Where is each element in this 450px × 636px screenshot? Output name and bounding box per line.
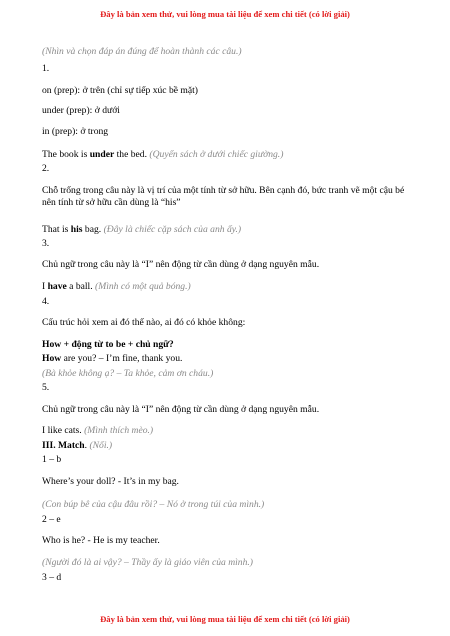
formula-4: How + động từ to be + chủ ngữ? [42, 339, 174, 350]
explanation-5: Chủ ngữ trong câu này là “I” nên động từ cần dùng ở dạng nguyên mẫu. [42, 404, 320, 415]
item-number-4: 4. [42, 296, 50, 307]
answer-sentence-2: That is his bag. (Đây là chiếc cặp sách của anh ấy.) [42, 224, 242, 235]
match-answer-2: 2 – e [42, 514, 61, 525]
section-heading-match: III. Match. (Nối.) [42, 440, 113, 451]
vocab-under: under (prep): ở dưới [42, 105, 120, 116]
match-sentence-2: Who is he? - He is my teacher. [42, 535, 160, 546]
answer-sentence-4: How are you? – I’m fine, thank you. [42, 353, 183, 364]
vocab-in: in (prep): ở trong [42, 126, 109, 137]
answer-sentence-5: I like cats. (Mình thích mèo.) [42, 425, 154, 436]
vocab-on: on (prep): ở trên (chỉ sự tiếp xúc bề mặt) [42, 85, 198, 96]
match-sentence-1: Where’s your doll? - It’s in my bag. [42, 476, 179, 487]
match-answer-3: 3 – d [42, 572, 62, 583]
preview-banner-bottom: Đây là bản xem thử, vui lòng mua tài liệu để xem chi tiết (có lời giải) [100, 614, 350, 624]
explanation-4: Cấu trúc hỏi xem ai đó thế nào, ai đó có khỏe không: [42, 317, 246, 328]
item-number-5: 5. [42, 382, 50, 393]
match-translation-1: (Con búp bê của cậu đâu rồi? – Nó ở trong túi của mình.) [42, 499, 265, 510]
translation-4: (Bà khỏe không ạ? – Ta khỏe, cảm ơn cháu.) [42, 368, 214, 379]
answer-sentence-1: The book is under the bed. (Quyển sách ở dưới chiếc giường.) [42, 149, 284, 160]
preview-banner-top: Đây là bản xem thử, vui lòng mua tài liệu để xem chi tiết (có lời giải) [100, 9, 350, 19]
explanation-3: Chủ ngữ trong câu này là “I” nên động từ cần dùng ở dạng nguyên mẫu. [42, 259, 320, 270]
item-number-2: 2. [42, 163, 50, 174]
explanation-2: Chỗ trống trong câu này là vị trí của một tính từ sở hữu. Bên cạnh đó, bức tranh vẽ một cậu bé nên tính từ sở hữu cần dùng là “his” [42, 185, 405, 208]
match-answer-1: 1 – b [42, 454, 62, 465]
item-number-1: 1. [42, 63, 50, 74]
item-number-3: 3. [42, 238, 50, 249]
instruction-translation: (Nhìn và chọn đáp án đúng để hoàn thành các câu.) [42, 46, 242, 57]
answer-sentence-3: I have a ball. (Mình có một quả bóng.) [42, 281, 191, 292]
match-translation-2: (Người đó là ai vậy? – Thầy ấy là giáo viên của mình.) [42, 557, 253, 568]
